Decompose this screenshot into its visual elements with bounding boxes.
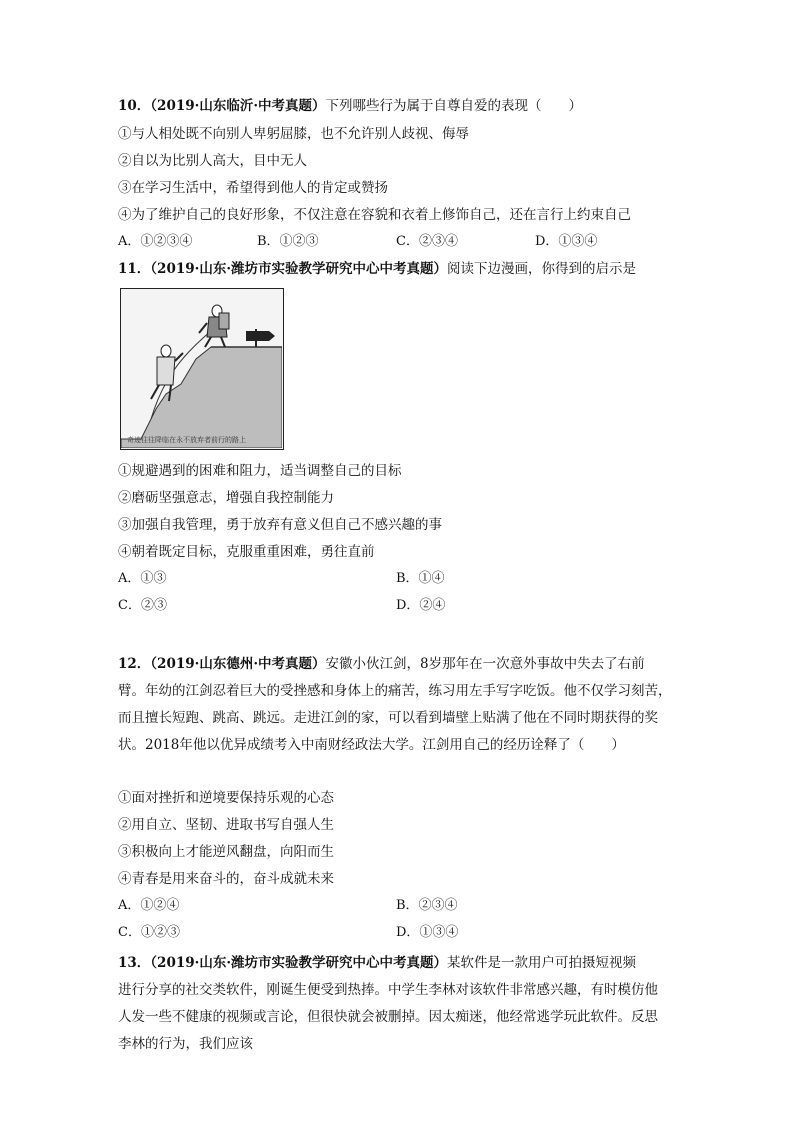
question-10-item-2: ②自以为比别人高大，目中无人 — [118, 153, 307, 169]
question-11-source: （2019·山东·潍坊市实验教学研究中心中考真题） — [150, 261, 448, 277]
question-10-item-3: ③在学习生活中，希望得到他人的肯定或赞扬 — [118, 180, 388, 196]
question-13-stem-2: 进行分享的社交类软件，刚诞生便受到热捧。中学生李林对该软件非常感兴趣，有时模仿他 — [118, 982, 658, 998]
question-11-item-3: ③加强自我管理，勇于放弃有意义但自己不感兴趣的事 — [118, 517, 442, 533]
question-11-item-2: ②磨砺坚强意志，增强自我控制能力 — [118, 490, 334, 506]
question-12-item-1: ①面对挫折和逆境要保持乐观的心态 — [118, 790, 334, 806]
question-10-source: （2019·山东临沂·中考真题） — [150, 98, 326, 114]
question-11-option-a[interactable]: A．①③ — [118, 571, 167, 586]
question-13-stem-3: 人发一些不健康的视频或言论，但很快就会被删掉。因太痴迷，他经常逃学玩此软件。反思 — [118, 1009, 658, 1025]
question-12-item-3: ③积极向上才能逆风翻盘，向阳而生 — [118, 844, 334, 860]
question-12-option-c[interactable]: C．①②③ — [118, 925, 180, 940]
question-12-stem-1: 安徽小伙江剑，8岁那年在一次意外事故中失去了右前 — [325, 656, 645, 672]
question-12-option-a[interactable]: A．①②④ — [118, 898, 180, 913]
question-10-stem: 下列哪些行为属于自尊自爱的表现（ ） — [325, 98, 583, 114]
cartoon-caption: 奇迹往往降临在永不放弃者前行的路上 — [127, 436, 246, 444]
question-12-stem-3: 而且擅长短跑、跳高、跳远。走进江剑的家，可以看到墙壁上贴满了他在不同时期获得的奖 — [118, 710, 658, 726]
question-11-option-b[interactable]: B．①④ — [396, 571, 445, 586]
question-13-number: 13． — [118, 955, 151, 971]
question-12-source: （2019·山东德州·中考真题） — [150, 656, 326, 672]
question-10-header — [118, 96, 582, 116]
question-12-line-1 — [118, 651, 678, 678]
question-10-option-a[interactable]: A．①②③④ — [118, 234, 193, 249]
question-13-source: （2019·山东·潍坊市实验教学研究中心中考真题） — [150, 955, 448, 971]
question-10-option-b[interactable]: B．①②③ — [257, 234, 319, 249]
question-11-header — [118, 259, 636, 279]
question-11-item-4: ④朝着既定目标，克服重重困难，勇往直前 — [118, 544, 375, 560]
perseverance-cartoon — [120, 288, 284, 450]
question-10-item-1: ①与人相处既不向别人卑躬屈膝，也不允许别人歧视、侮辱 — [118, 126, 469, 142]
question-11-stem: 阅读下边漫画，你得到的启示是 — [447, 261, 637, 277]
question-12-stem-2: 臂。年幼的江剑忍着巨大的受挫感和身体上的痛苦，练习用左手写字吃饭。他不仅学习刻苦， — [118, 683, 672, 699]
question-12-number: 12． — [118, 656, 151, 672]
question-10-option-c[interactable]: C．②③④ — [396, 234, 458, 249]
question-10-option-d[interactable]: D．①③④ — [535, 234, 598, 249]
question-12-item-2: ②用自立、坚韧、进取书写自强人生 — [118, 817, 334, 833]
question-10-item-4: ④为了维护自己的良好形象，不仅注意在容貌和衣着上修饰自己，还在言行上约束自己 — [118, 207, 631, 223]
cartoon-illustration — [121, 289, 282, 448]
question-12-option-d[interactable]: D．①③④ — [396, 925, 459, 940]
question-13-block — [118, 950, 678, 1058]
question-13-line-1 — [118, 950, 678, 977]
question-11-option-d[interactable]: D．②④ — [396, 598, 446, 613]
question-11-item-1: ①规避遇到的困难和阻力，适当调整自己的目标 — [118, 463, 402, 479]
question-13-stem-1: 某软件是一款用户可拍摄短视频 — [447, 955, 637, 971]
question-10-number: 10． — [118, 98, 151, 114]
question-11-option-c[interactable]: C．②③ — [118, 598, 167, 613]
question-12-stem-4: 状。2018年他以优异成绩考入中南财经政法大学。江剑用自己的经历诠释了（ ） — [118, 737, 625, 753]
question-13-stem-4: 李林的行为，我们应该 — [118, 1036, 253, 1052]
question-12-item-4: ④青春是用来奋斗的，奋斗成就未来 — [118, 871, 334, 887]
question-11-number: 11． — [118, 261, 151, 277]
question-12-block — [118, 651, 678, 759]
question-12-option-b[interactable]: B．②③④ — [396, 898, 458, 913]
